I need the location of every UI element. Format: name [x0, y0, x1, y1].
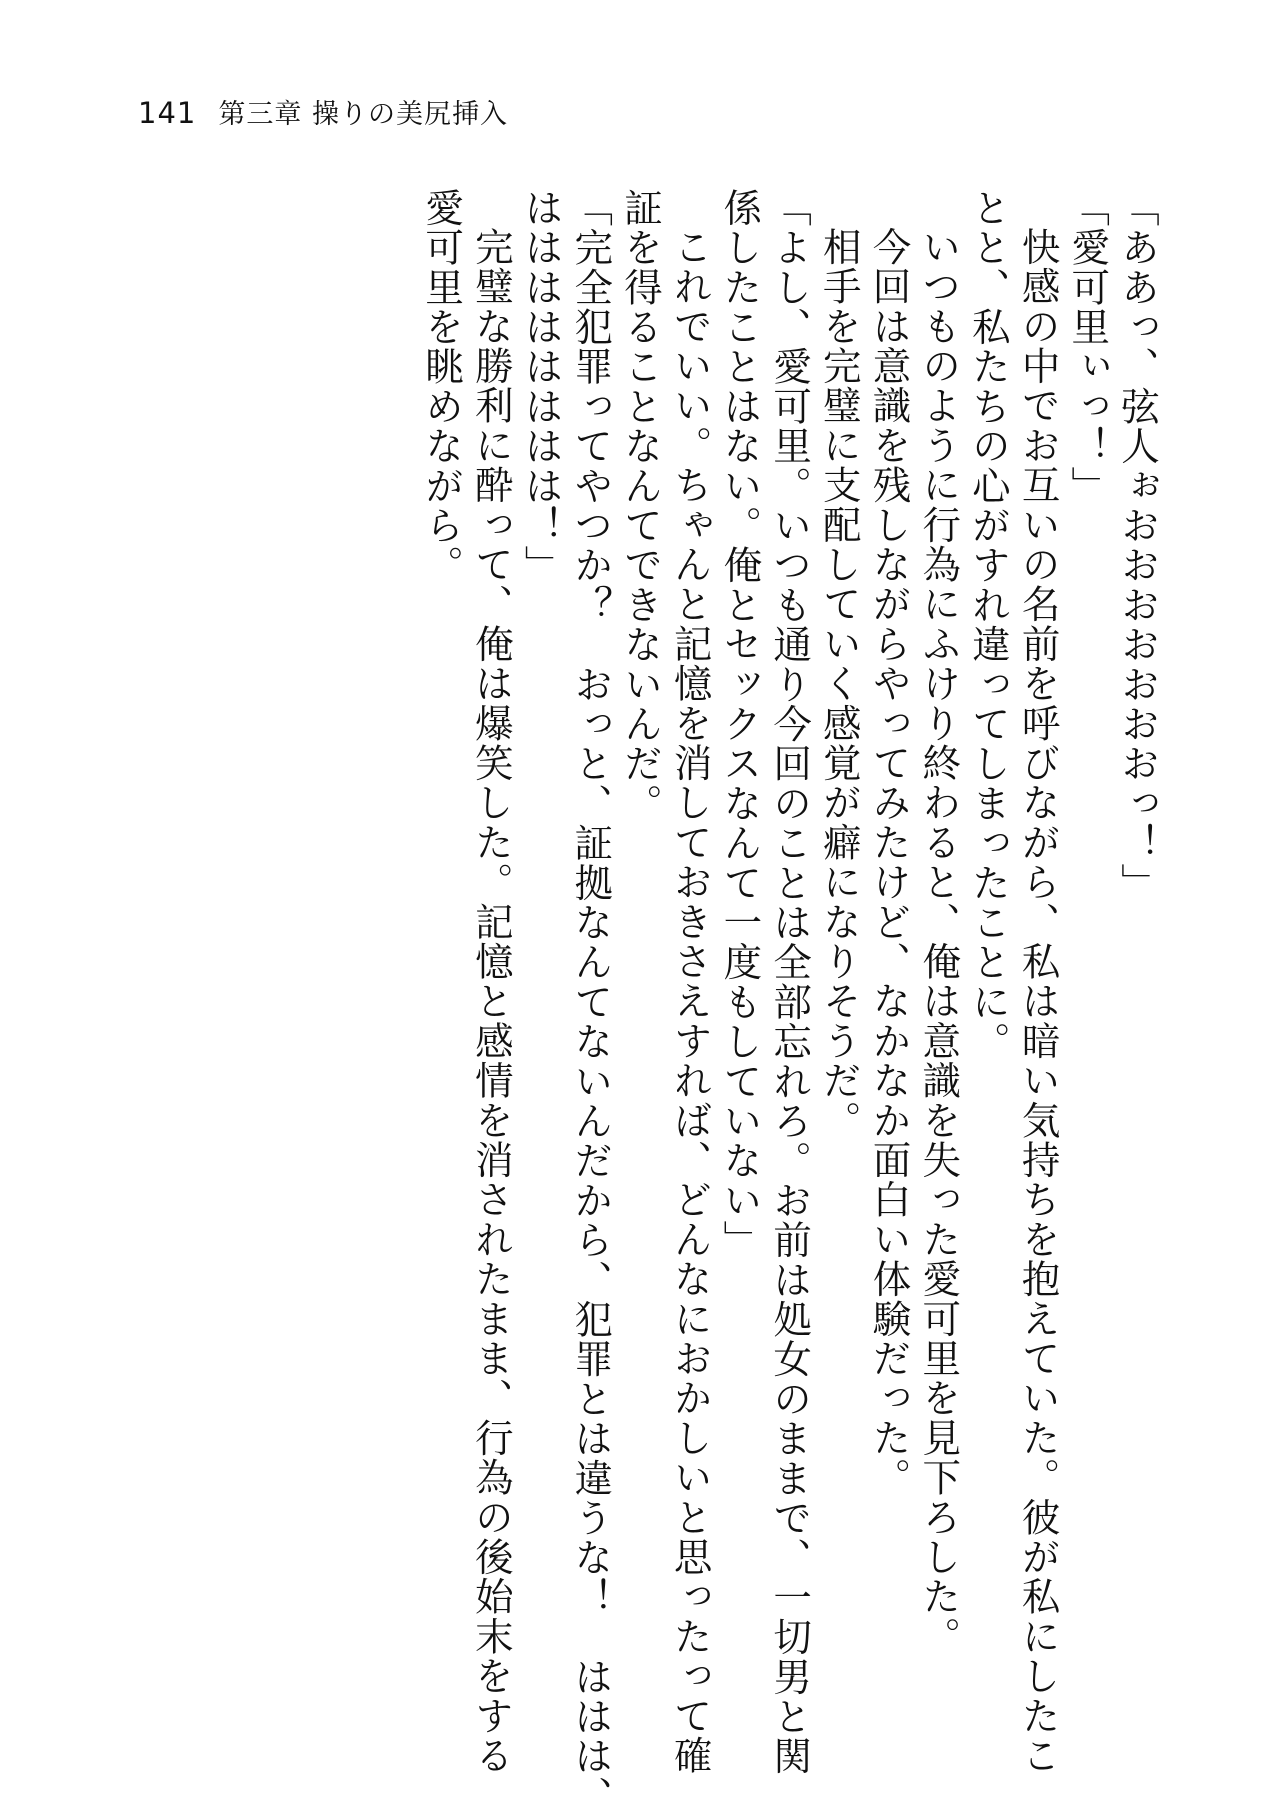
chapter-title: 第三章 操りの美尻挿入	[218, 99, 508, 130]
paragraph-line: 今回は意識を残しながらやってみたけど、なかなか面白い体験だった。	[866, 226, 912, 1497]
dialogue-continuation-line: 係したことはない。俺とセックスなんて一度もしていない」	[717, 188, 763, 1260]
dialogue-line: 「愛可里ぃっ！」	[1065, 188, 1111, 506]
paragraph-line: 相手を完璧に支配していく感覚が癖になりそうだ。	[816, 226, 862, 1140]
paragraph-line: 完璧な勝利に酔って、俺は爆笑した。記憶と感情を消されたまま、行為の後始末をする	[468, 226, 514, 1775]
dialogue-continuation-line: はははははははは！」	[518, 188, 564, 585]
paragraph-line: これでいい。ちゃんと記憶を消しておきさえすれば、どんなにおかしいと思ったって確	[667, 226, 713, 1775]
paragraph-line: いつものように行為にふけり終わると、俺は意識を失った愛可里を見下ろした。	[916, 226, 962, 1656]
running-header	[138, 92, 508, 132]
dialogue-line: 「完全犯罪ってやつか？ おっと、証拠なんてないんだから、犯罪とは違うな！ ははは、	[568, 188, 614, 1816]
dialogue-line: 「ああっ、弦人ぉおおおおおおおっ！」	[1115, 188, 1160, 903]
paragraph-line: 快感の中でお互いの名前を呼びながら、私は暗い気持ちを抱えていた。彼が私にしたこ	[1015, 226, 1061, 1775]
body-text	[416, 188, 1162, 1816]
paragraph-continuation-line: 愛可里を眺めながら。	[419, 188, 465, 585]
dialogue-line: 「よし、愛可里。いつも通り今回のことは全部忘れろ。お前は処女のままで、一切男と関	[767, 188, 813, 1776]
paragraph-continuation-line: 証を得ることなんてできないんだ。	[617, 188, 663, 824]
page-number: 141	[138, 96, 197, 130]
paragraph-continuation-line: とと、私たちの心がすれ違ってしまったことに。	[965, 188, 1011, 1062]
